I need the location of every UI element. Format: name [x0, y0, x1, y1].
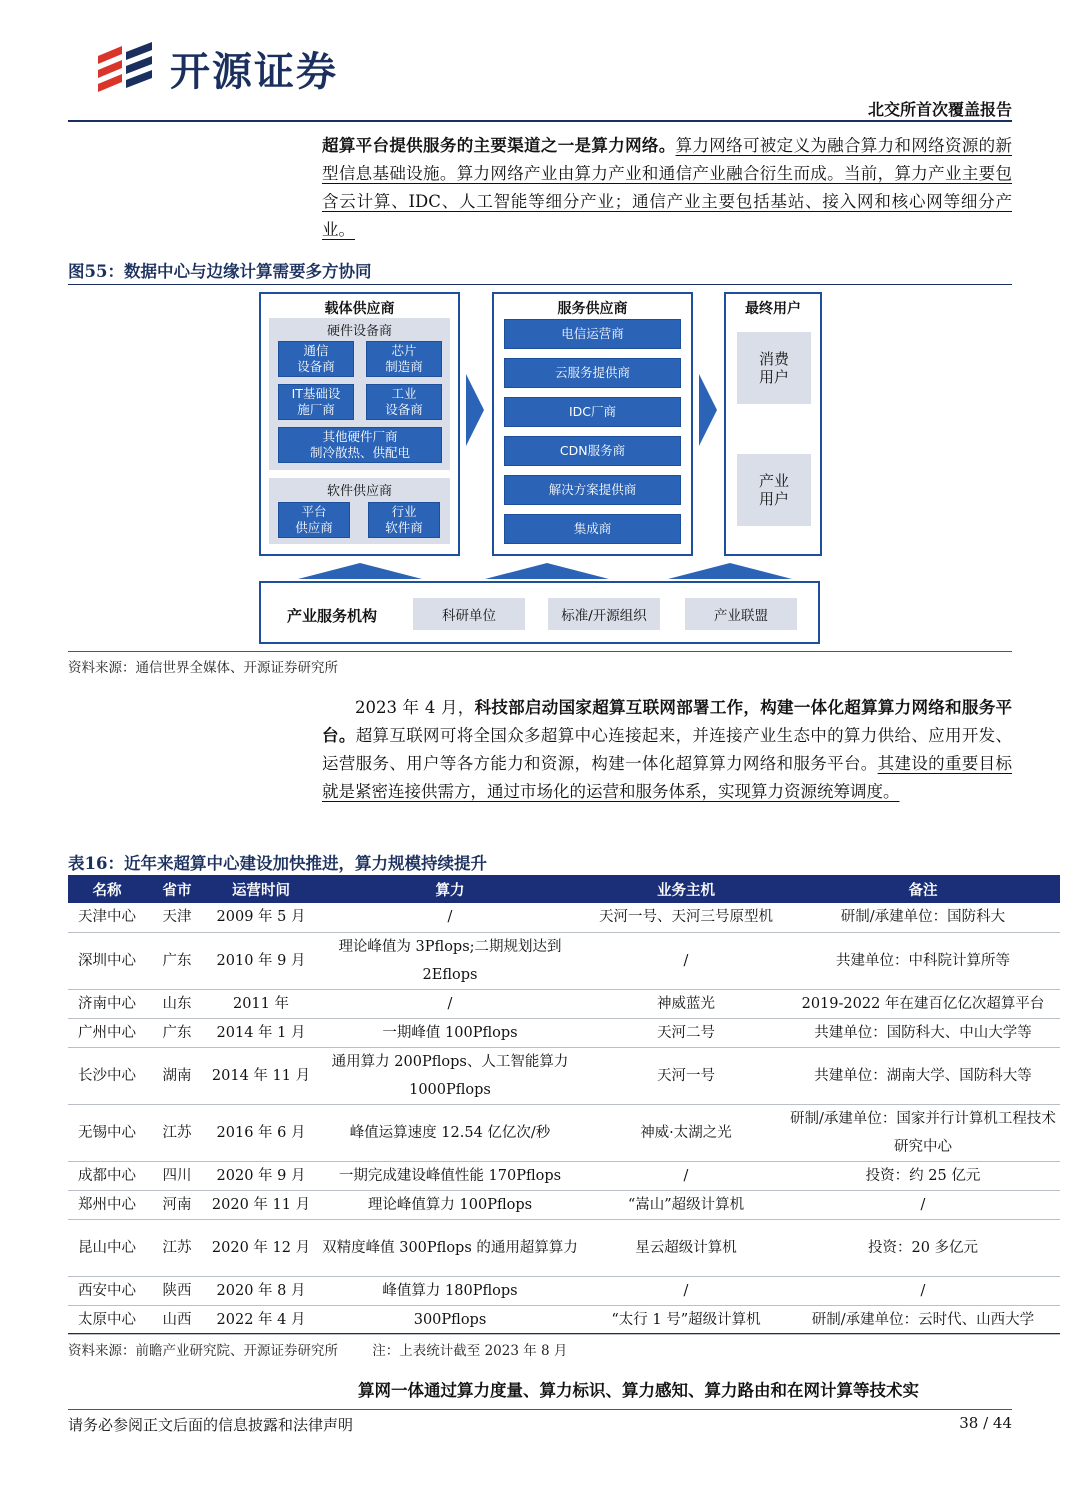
cell-province: 江苏	[146, 1104, 208, 1161]
hardware-item-industrial-equipment: 工业 设备商	[366, 384, 442, 420]
cell-compute: 双精度峰值 300Pflops 的通用超算算力	[314, 1219, 586, 1276]
end-users-panel-title: 最终用户	[745, 301, 801, 317]
cell-compute: 300Pflops	[314, 1305, 586, 1334]
arrow-carrier-to-service-icon	[466, 374, 484, 446]
cell-province: 陕西	[146, 1276, 208, 1305]
paragraph-compute-network	[322, 132, 1012, 244]
figure-title: 图55：数据中心与边缘计算需要多方协同	[68, 262, 372, 281]
table-note: 注：上表统计截至 2023 年 8 月	[372, 1343, 568, 1359]
cell-name: 太原中心	[68, 1305, 146, 1334]
table-body	[68, 903, 1060, 1334]
cell-host: 天河一号、天河三号原型机	[586, 903, 786, 932]
cell-remarks: 共建单位：国防科大、中山大学等	[786, 1018, 1060, 1047]
cell-name: 长沙中心	[68, 1047, 146, 1104]
cell-name: 成都中心	[68, 1161, 146, 1190]
cell-name: 济南中心	[68, 989, 146, 1018]
cell-province: 山西	[146, 1305, 208, 1334]
cell-operation-date: 2016 年 6 月	[208, 1104, 314, 1161]
table-source	[68, 1339, 567, 1359]
hardware-item-telecom-equipment: 通信 设备商	[278, 341, 354, 377]
figure-bottom-rule	[68, 651, 1012, 652]
software-item-industry-software: 行业 软件商	[368, 502, 440, 538]
cell-name: 郑州中心	[68, 1190, 146, 1219]
cell-operation-date: 2020 年 12 月	[208, 1219, 314, 1276]
cell-province: 湖南	[146, 1047, 208, 1104]
cell-operation-date: 2010 年 9 月	[208, 932, 314, 989]
cell-host: /	[586, 1276, 786, 1305]
col-header-compute: 算力	[314, 875, 586, 903]
service-item-telecom-operator: 电信运营商	[504, 319, 681, 349]
service-item-cdn-provider: CDN服务商	[504, 436, 681, 466]
table-header-row	[68, 875, 1060, 903]
hardware-subpanel	[269, 318, 450, 470]
paragraph-bold: 科技部启动国家超算互联网部署工作，构建一体化超算算力网络和服务平台。	[322, 698, 1013, 745]
table-row	[68, 1018, 1060, 1047]
cell-province: 广东	[146, 932, 208, 989]
cell-host: 神威·太湖之光	[586, 1104, 786, 1161]
cell-province: 河南	[146, 1190, 208, 1219]
carrier-panel-title: 载体供应商	[324, 301, 395, 317]
figure-source: 资料来源：通信世界全媒体、开源证券研究所	[68, 660, 338, 676]
carrier-panel	[259, 292, 460, 556]
table-row	[68, 1219, 1060, 1276]
paragraph-lead: 2023 年 4 月，	[355, 698, 475, 717]
col-header-operation-date: 运营时间	[208, 875, 314, 903]
paragraph-network-integration	[358, 1377, 1012, 1405]
cell-compute: 峰值运算速度 12.54 亿亿次/秒	[314, 1104, 586, 1161]
paragraph-plain: 超算互联网可将全国众多超算中心连接起来，并连接产业生态中的算力供给、应用开发、运营服务、用户等各方能力和资源，构建一体化超算算力网络和服务平台。	[322, 726, 1013, 773]
service-item-solution-provider: 解决方案提供商	[504, 475, 681, 505]
table-row	[68, 903, 1060, 932]
cell-operation-date: 2014 年 11 月	[208, 1047, 314, 1104]
table-row	[68, 1276, 1060, 1305]
industry-service-title: 产业服务机构	[287, 607, 378, 625]
cell-province: 广东	[146, 1018, 208, 1047]
cell-province: 四川	[146, 1161, 208, 1190]
cell-province: 天津	[146, 903, 208, 932]
table-row	[68, 1161, 1060, 1190]
cell-name: 无锡中心	[68, 1104, 146, 1161]
cell-host: 天河二号	[586, 1018, 786, 1047]
cell-operation-date: 2020 年 9 月	[208, 1161, 314, 1190]
cell-compute: 理论峰值算力 100Pflops	[314, 1190, 586, 1219]
user-item-industry: 产业 用户	[737, 454, 811, 526]
paragraph-supercomputing-internet	[322, 694, 1012, 806]
industry-item-alliance: 产业联盟	[685, 598, 797, 630]
table-row	[68, 932, 1060, 989]
cell-compute: 峰值算力 180Pflops	[314, 1276, 586, 1305]
hardware-item-other-vendors: 其他硬件厂商 制冷散热、供配电	[278, 427, 442, 463]
report-type-label: 北交所首次覆盖报告	[867, 100, 1012, 119]
table-row	[68, 1047, 1060, 1104]
cell-province: 江苏	[146, 1219, 208, 1276]
brand-logo-mark-icon	[92, 40, 158, 96]
cell-operation-date: 2020 年 8 月	[208, 1276, 314, 1305]
paragraph-bold-lead: 超算平台提供服务的主要渠道之一是算力网络。	[322, 136, 676, 155]
cell-name: 深圳中心	[68, 932, 146, 989]
software-subpanel	[269, 478, 450, 544]
service-item-integrator: 集成商	[504, 514, 681, 544]
cell-host: “太行 1 号”超级计算机	[586, 1305, 786, 1334]
cell-remarks: 投资：约 25 亿元	[786, 1161, 1060, 1190]
cell-remarks: 研制/承建单位：云时代、山西大学	[786, 1305, 1060, 1334]
cell-remarks: 共建单位：湖南大学、国防科大等	[786, 1047, 1060, 1104]
software-subpanel-title: 软件供应商	[326, 484, 392, 499]
cell-name: 广州中心	[68, 1018, 146, 1047]
cell-operation-date: 2020 年 11 月	[208, 1190, 314, 1219]
col-header-name: 名称	[68, 875, 146, 903]
col-header-host: 业务主机	[586, 875, 786, 903]
cell-remarks: 共建单位：中科院计算所等	[786, 932, 1060, 989]
cell-remarks: 2019-2022 年在建百亿亿次超算平台	[786, 989, 1060, 1018]
table-row	[68, 1190, 1060, 1219]
industry-item-standards: 标准/开源组织	[548, 598, 660, 630]
cell-compute: 一期完成建设峰值性能 170Pflops	[314, 1161, 586, 1190]
page-number: 38 / 44	[959, 1414, 1012, 1432]
service-item-cloud-provider: 云服务提供商	[504, 358, 681, 388]
footer-disclaimer: 请务必参阅正文后面的信息披露和法律声明	[68, 1416, 354, 1434]
cell-compute: 一期峰值 100Pflops	[314, 1018, 586, 1047]
table-title: 表16：近年来超算中心建设加快推进，算力规模持续提升	[68, 854, 487, 873]
cell-host: 星云超级计算机	[586, 1219, 786, 1276]
cell-compute: 理论峰值为 3Pflops;二期规划达到 2Eflops	[314, 932, 586, 989]
cell-name: 昆山中心	[68, 1219, 146, 1276]
hardware-item-chip-maker: 芯片 制造商	[366, 341, 442, 377]
cell-name: 西安中心	[68, 1276, 146, 1305]
cell-host: “嵩山”超级计算机	[586, 1190, 786, 1219]
cell-compute: /	[314, 903, 586, 932]
service-panel	[492, 292, 693, 556]
user-item-consumer: 消费 用户	[737, 332, 811, 404]
arrow-service-to-users-icon	[699, 374, 717, 446]
cell-name: 天津中心	[68, 903, 146, 932]
arrow-up-service-icon	[485, 563, 609, 579]
cell-host: /	[586, 932, 786, 989]
supercomputing-centers-table	[68, 875, 1060, 1335]
paragraph-underlined-text: 算力网络可被定义为融合算力和网络资源的新型信息基础设施。算力网络产业由算力产业和通信产业融合衍生而成。当前，算力产业主要包含云计算、IDC、人工智能等细分产业；通信产业主要包括基站、接入网和核心网等细分产业。	[322, 136, 1013, 239]
cell-remarks: /	[786, 1190, 1060, 1219]
arrow-up-carrier-icon	[298, 563, 422, 579]
industry-service-panel	[259, 581, 820, 644]
hardware-subpanel-title: 硬件设备商	[326, 324, 392, 339]
cell-remarks: 投资：20 多亿元	[786, 1219, 1060, 1276]
cell-operation-date: 2022 年 4 月	[208, 1305, 314, 1334]
cell-host: /	[586, 1161, 786, 1190]
paragraph-bold-lead: 算网一体通过算力度量、算力标识、算力感知、算力路由和在网计算等技术实	[358, 1381, 919, 1400]
brand-logo-text: 开源证券	[170, 48, 338, 95]
table-row	[68, 1305, 1060, 1334]
software-item-platform: 平台 供应商	[278, 502, 350, 538]
footer-divider	[68, 1409, 1012, 1410]
cell-remarks: /	[786, 1276, 1060, 1305]
cell-province: 山东	[146, 989, 208, 1018]
brand-logo	[92, 40, 392, 96]
cell-compute: 通用算力 200Pflops、人工智能算力 1000Pflops	[314, 1047, 586, 1104]
cell-operation-date: 2009 年 5 月	[208, 903, 314, 932]
table-bottom-rule	[68, 1333, 1060, 1334]
paragraph-underlined: 其建设的重要目标就是紧密连接供需方，通过市场化的运营和服务体系，实现算力资源统筹调度。	[322, 754, 1013, 801]
cell-operation-date: 2014 年 1 月	[208, 1018, 314, 1047]
hardware-item-it-infrastructure: IT基础设 施厂商	[278, 384, 354, 420]
cell-remarks: 研制/承建单位：国防科大	[786, 903, 1060, 932]
table-row	[68, 989, 1060, 1018]
cell-operation-date: 2011 年	[208, 989, 314, 1018]
cell-host: 天河一号	[586, 1047, 786, 1104]
end-users-panel	[724, 292, 822, 556]
cell-host: 神威蓝光	[586, 989, 786, 1018]
service-item-idc-vendor: IDC厂商	[504, 397, 681, 427]
col-header-remarks: 备注	[786, 875, 1060, 903]
arrow-up-users-icon	[668, 563, 792, 579]
service-panel-title: 服务供应商	[557, 301, 628, 317]
table-row	[68, 1104, 1060, 1161]
table-source-text: 资料来源：前瞻产业研究院、开源证券研究所	[68, 1343, 338, 1359]
header-divider	[68, 120, 1012, 122]
col-header-province: 省市	[146, 875, 208, 903]
figure-top-rule	[68, 284, 1012, 285]
industry-item-research: 科研单位	[413, 598, 525, 630]
cell-remarks: 研制/承建单位：国家并行计算机工程技术研究中心	[786, 1104, 1060, 1161]
cell-compute: /	[314, 989, 586, 1018]
